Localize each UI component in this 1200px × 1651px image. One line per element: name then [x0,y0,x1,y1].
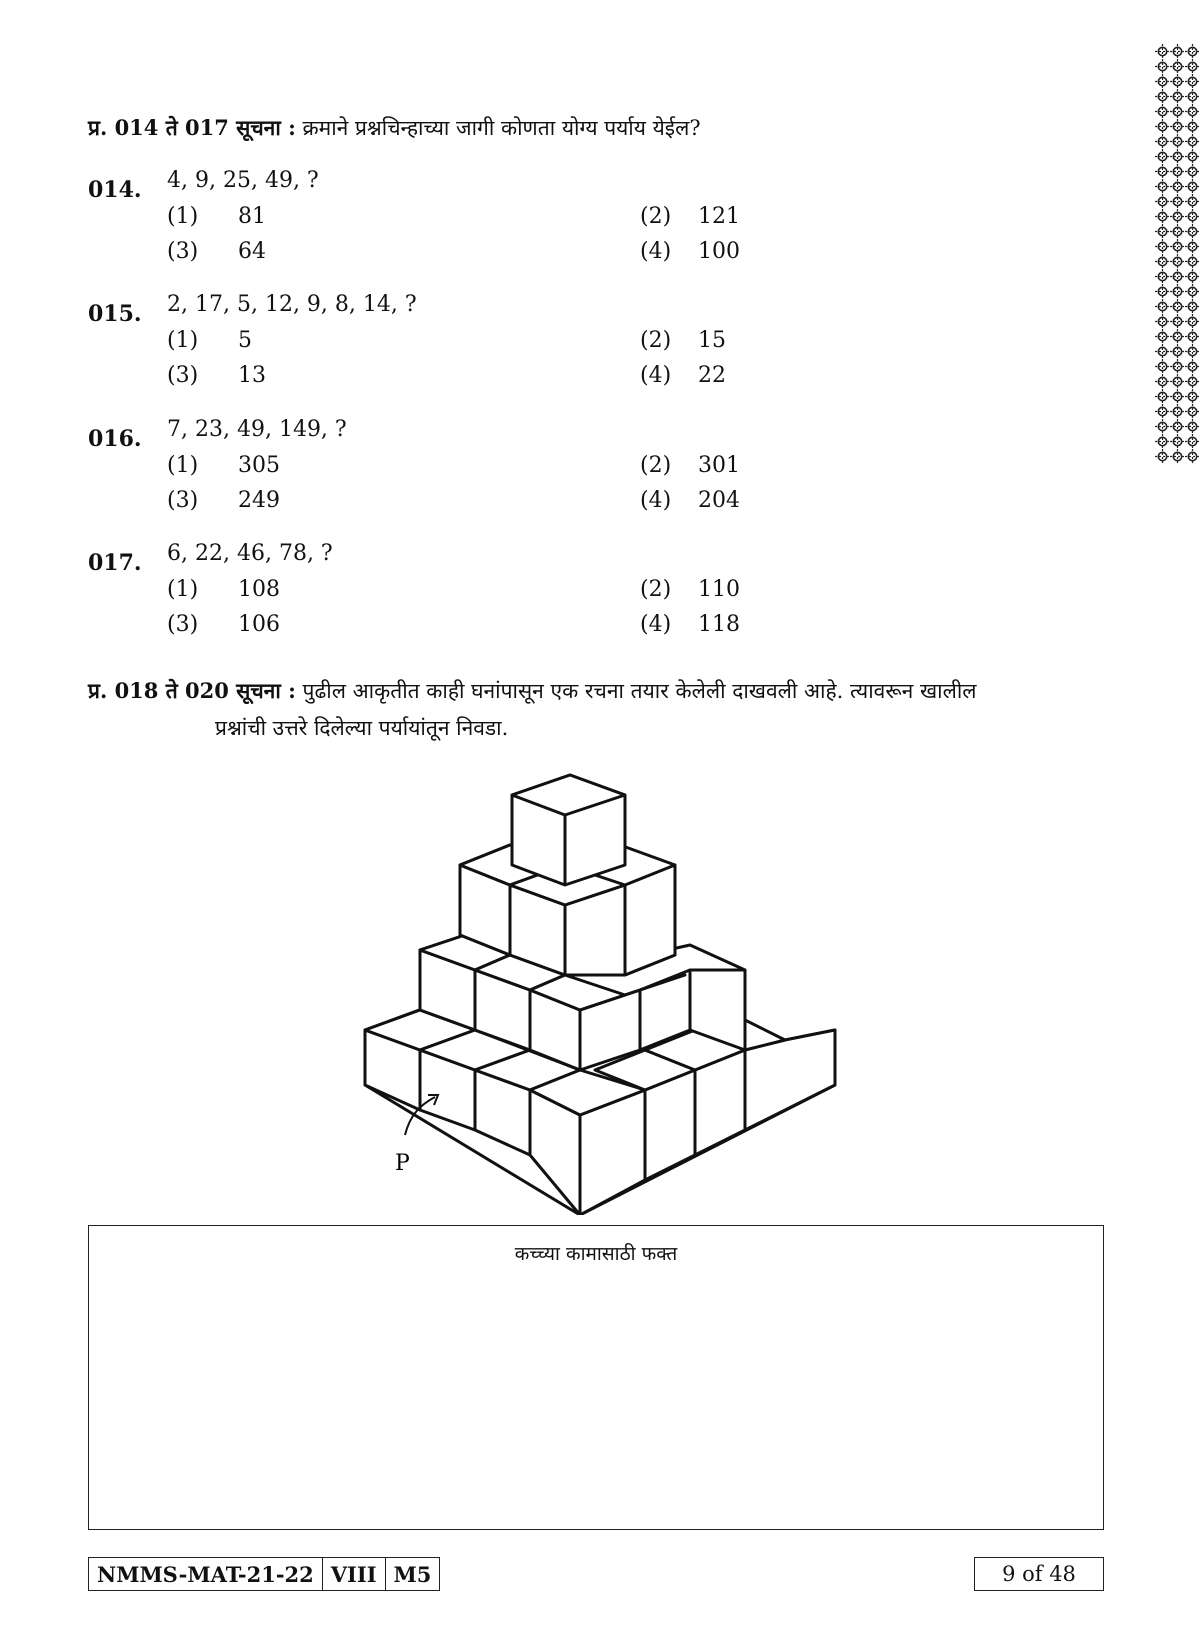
option-number: (3) [167,612,199,637]
question-number: 016. [88,426,142,452]
option-number: (3) [167,239,199,264]
option-number: (4) [640,363,672,388]
instruction-018-020 [88,673,1108,709]
instruction-label: प्र. 018 ते 020 सूचना : [88,678,296,703]
question-text: 6, 22, 46, 78, ? [167,541,333,566]
option-value: 204 [698,488,740,513]
instruction-text: पुढील आकृतीत काही घनांपासून एक रचना तयार केलेली दाखवली आहे. त्यावरून खालील [302,679,977,703]
question-text: 7, 23, 49, 149, ? [167,417,347,442]
option-value: 249 [238,488,280,513]
option-number: (4) [640,239,672,264]
instruction-continuation [215,710,508,746]
option-value: 305 [238,453,280,478]
option-value: 22 [698,363,726,388]
page-number: 9 of 48 [974,1557,1104,1591]
instruction-014-017 [88,110,701,146]
rough-work-box [88,1225,1104,1530]
option-number: (4) [640,612,672,637]
option-number: (2) [640,453,672,478]
question-number: 015. [88,301,142,327]
class-code: VIII [323,1558,386,1590]
question-number: 017. [88,550,142,576]
option-value: 301 [698,453,740,478]
instruction-text: प्रश्नांची उत्तरे दिलेल्या पर्यायांतून निवडा. [215,716,509,740]
option-number: (1) [167,328,199,353]
option-value: 110 [698,577,740,602]
question-text: 4, 9, 25, 49, ? [167,168,319,193]
instruction-label: प्र. 014 ते 017 सूचना : [88,115,296,140]
cube-face [625,865,675,975]
option-number: (1) [167,204,199,229]
option-number: (1) [167,577,199,602]
paper-code: NMMS-MAT-21-22 [89,1558,323,1590]
option-number: (4) [640,488,672,513]
side-decorative-pattern [1155,44,1200,464]
option-number: (3) [167,363,199,388]
instruction-text: क्रमाने प्रश्नचिन्हाच्या जागी कोणता योग्य पर्याय येईल? [302,116,701,140]
option-value: 13 [238,363,266,388]
option-value: 100 [698,239,740,264]
question-number: 014. [88,177,142,203]
set-code: M5 [393,1562,432,1587]
option-value: 5 [238,328,252,353]
marker-label: P [395,1151,410,1176]
option-number: (2) [640,577,672,602]
option-value: 81 [238,204,266,229]
question-text: 2, 17, 5, 12, 9, 8, 14, ? [167,292,417,317]
option-value: 64 [238,239,266,264]
rough-work-title: कच्च्या कामासाठी फक्त [514,1243,678,1265]
option-value: 121 [698,204,740,229]
option-number: (2) [640,328,672,353]
option-value: 118 [698,612,740,637]
option-number: (2) [640,204,672,229]
option-number: (1) [167,453,199,478]
paper-code-box [88,1557,440,1591]
option-value: 106 [238,612,280,637]
option-number: (3) [167,488,199,513]
cube-pyramid-figure [350,745,850,1215]
option-value: 15 [698,328,726,353]
option-value: 108 [238,577,280,602]
